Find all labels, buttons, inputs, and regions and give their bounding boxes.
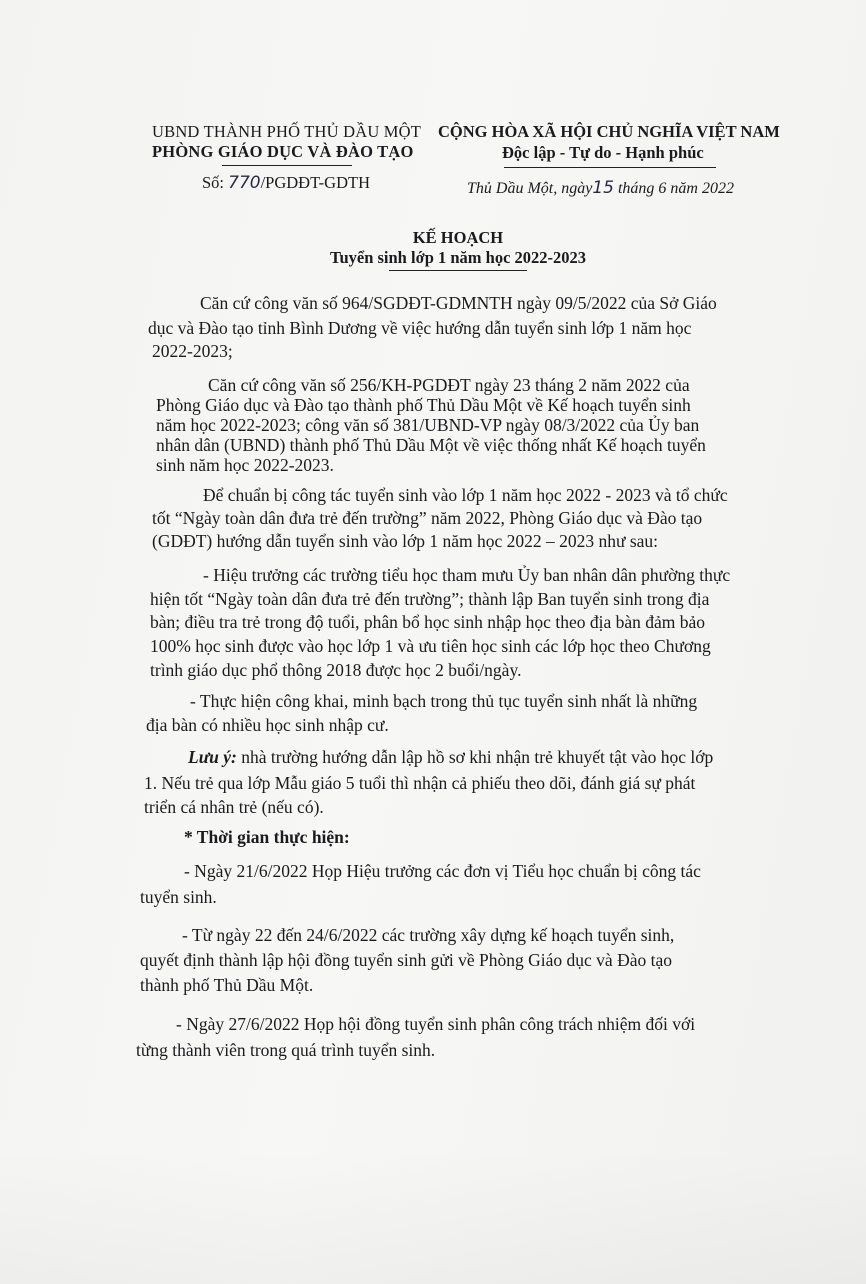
number-handwritten: 770	[228, 173, 261, 193]
p2-line-4: nhân dân (UBND) thành phố Thủ Dầu Một về việc thống nhất Kế hoạch tuyển	[156, 435, 706, 455]
number-prefix: Số:	[202, 173, 225, 192]
motto-underline	[504, 167, 716, 168]
document-subtitle: Tuyển sinh lớp 1 năm học 2022-2023	[329, 248, 587, 267]
p1-line-2: dục và Đào tạo tỉnh Bình Dương về việc hướng dẫn tuyển sinh lớp 1 năm học	[148, 318, 692, 338]
agency-line-2: PHÒNG GIÁO DỤC VÀ ĐÀO TẠO	[152, 142, 414, 161]
p3-line-3: (GDĐT) hướng dẫn tuyển sinh vào lớp 1 năm học 2022 – 2023 như sau:	[152, 531, 659, 551]
p8-line-3: thành phố Thủ Dầu Một.	[140, 975, 314, 995]
p4-line-2: hiện tốt “Ngày toàn dân đưa trẻ đến trường”; thành lập Ban tuyển sinh trong địa	[150, 589, 710, 609]
p3-line-2: tốt “Ngày toàn dân đưa trẻ đến trường” năm 2022, Phòng Giáo dục và Đào tạo	[152, 508, 703, 528]
nation-line-2: Độc lập - Tự do - Hạnh phúc	[502, 143, 704, 162]
note-label: Lưu ý:	[188, 747, 237, 767]
document-title: KẾ HOẠCH	[412, 228, 504, 247]
p1-line-1: Căn cứ công văn số 964/SGDĐT-GDMNTH ngày 09/5/2022 của Sở Giáo	[200, 293, 717, 313]
document-date	[467, 178, 734, 198]
p5-line-1: - Thực hiện công khai, minh bạch trong thủ tục tuyển sinh nhất là những	[190, 691, 698, 711]
p8-line-2: quyết định thành lập hội đồng tuyển sinh gửi về Phòng Giáo dục và Đào tạo	[140, 950, 672, 970]
date-day-handwritten: 15	[592, 178, 614, 198]
p2-line-5: sinh năm học 2022-2023.	[156, 455, 334, 475]
p3-line-1: Để chuẩn bị công tác tuyển sinh vào lớp 1 năm học 2022 - 2023 và tổ chức	[203, 485, 728, 505]
p2-line-1: Căn cứ công văn số 256/KH-PGDĐT ngày 23 tháng 2 năm 2022 của	[208, 375, 690, 395]
subtitle-underline	[389, 270, 527, 271]
p1-line-3: 2022-2023;	[152, 341, 233, 361]
section-heading: * Thời gian thực hiện:	[184, 827, 350, 847]
p9-line-2: từng thành viên trong quá trình tuyển sinh.	[136, 1040, 436, 1060]
p2-line-3: năm học 2022-2023; công văn số 381/UBND-VP ngày 08/3/2022 của Ủy ban	[156, 415, 700, 435]
agency-line-1: UBND THÀNH PHỐ THỦ DẦU MỘT	[152, 122, 422, 141]
p4-line-4: 100% học sinh được vào học lớp 1 và ưu tiên học sinh các lớp học theo Chương	[150, 636, 711, 656]
p8-line-1: - Từ ngày 22 đến 24/6/2022 các trường xây dựng kế hoạch tuyển sinh,	[182, 925, 675, 945]
date-suffix: tháng 6 năm 2022	[617, 180, 734, 197]
p5-line-2: địa bàn có nhiều học sinh nhập cư.	[146, 715, 389, 735]
p9-line-1: - Ngày 27/6/2022 Họp hội đồng tuyển sinh phân công trách nhiệm đối với	[176, 1014, 696, 1034]
note-text: nhà trường hướng dẫn lập hồ sơ khi nhận trẻ khuyết tật vào học lớp	[236, 747, 714, 767]
document-number	[202, 173, 370, 193]
p6-line-2: 1. Nếu trẻ qua lớp Mẫu giáo 5 tuổi thì nhận cả phiếu theo dõi, đánh giá sự phát	[144, 773, 696, 793]
p4-line-5: trình giáo dục phổ thông 2018 được học 2 buổi/ngày.	[150, 660, 522, 680]
page-shadow	[0, 1150, 866, 1284]
p7-line-1: - Ngày 21/6/2022 Họp Hiệu trưởng các đơn vị Tiểu học chuẩn bị công tác	[184, 861, 701, 881]
number-suffix: /PGDĐT-GDTH	[260, 173, 370, 192]
p2-line-2: Phòng Giáo dục và Đào tạo thành phố Thủ Dầu Một về Kế hoạch tuyển sinh	[156, 395, 691, 415]
p4-line-1: - Hiệu trưởng các trường tiểu học tham mưu Ủy ban nhân dân phường thực	[203, 565, 731, 585]
nation-line-1: CỘNG HÒA XÃ HỘI CHỦ NGHĨA VIỆT NAM	[438, 122, 780, 141]
p7-line-2: tuyển sinh.	[140, 887, 217, 907]
agency-underline	[222, 165, 352, 166]
p6-line-3: triển cá nhân trẻ (nếu có).	[144, 797, 324, 817]
p4-line-3: bàn; điều tra trẻ trong độ tuổi, phân bổ học sinh nhập học theo địa bàn đảm bảo	[150, 612, 706, 632]
p6-line-1	[188, 747, 866, 768]
date-prefix: Thủ Dầu Một, ngày	[467, 180, 593, 197]
